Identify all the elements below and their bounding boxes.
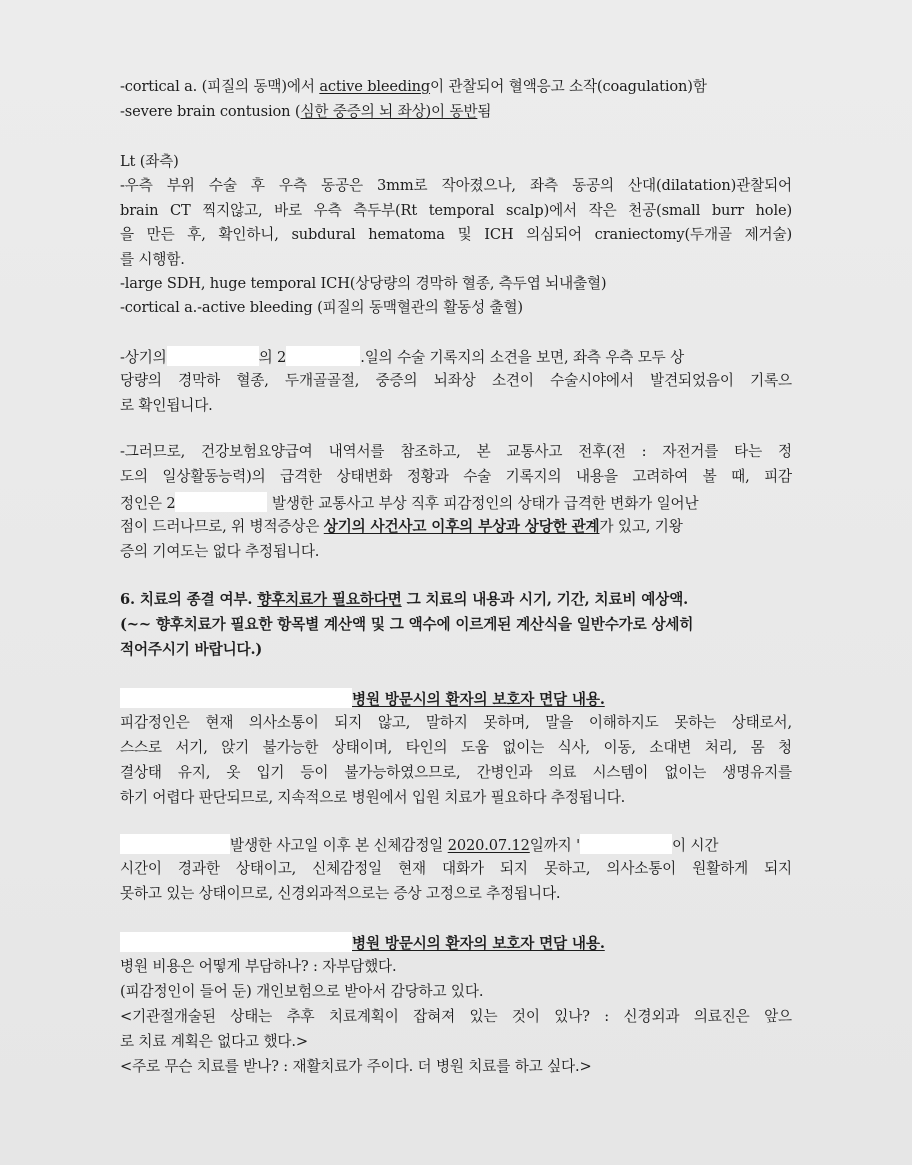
text-span: 의 2 (258, 349, 287, 366)
text-line: 증의 기여도는 없다 추정됩니다. (120, 543, 320, 560)
redaction-box (120, 932, 352, 952)
text-line: 결상태 유지, 옷 입기 등이 불가능하였으므로, 간병인과 의료 시스템이 없이는 생명유지를 (120, 764, 792, 781)
redaction-box (286, 346, 360, 366)
text-line (120, 102, 491, 122)
text-span: 가 있고, 기왕 (599, 518, 683, 535)
redaction-box (175, 492, 267, 512)
text-span: 이 시간 (671, 837, 719, 854)
text-line (120, 492, 698, 514)
redaction-box (580, 834, 672, 854)
text-line: 를 시행함. (120, 251, 185, 268)
text-line: 적어주시기 바랍니다.) (120, 641, 263, 658)
text-line (120, 346, 792, 368)
text-span: 이 관찰되어 혈액응고 소작(coagulation)함 (430, 78, 707, 95)
text-line: -우측 부위 수술 후 우측 동공은 3mm로 작아졌으나, 좌측 동공의 산대(dilatation)관찰되어 (120, 177, 792, 194)
text-span: 6. 치료의 종결 여부. (120, 591, 258, 608)
text-line: -cortical a.-active bleeding (피질의 동맥혈관의 활동성 출혈) (120, 299, 523, 316)
text-line (120, 688, 605, 710)
text-line: (피감정인이 들어 둔) 개인보험으로 받아서 감당하고 있다. (120, 983, 484, 1000)
text-span: -cortical a. (피질의 동맥)에서 (120, 78, 320, 95)
text-line: 을 만든 후, 확인하니, subdural hematoma 및 ICH 의심되어 craniectomy(두개골 제거술) (120, 226, 792, 243)
text-span: 점이 드러나므로, 위 병적증상은 (120, 518, 324, 535)
redaction-box (120, 688, 352, 708)
text-span: 일까지 ' (529, 837, 580, 854)
text-line: 병원 비용은 어떻게 부담하나? : 자부담했다. (120, 958, 397, 975)
text-line: -그러므로, 건강보험요양급여 내역서를 참조하고, 본 교통사고 전후(전 : 자전거를 타는 정 (120, 443, 792, 460)
text-line (120, 834, 718, 856)
underlined-text: 향후치료가 필요하다면 (257, 591, 402, 608)
underlined-text: active bleeding (319, 78, 431, 95)
text-line (120, 77, 707, 97)
text-line: 하기 어렵다 판단되므로, 지속적으로 병원에서 입원 치료가 필요하다 추정됩니다. (120, 789, 626, 806)
text-span: 발생한 사고일 이후 본 신체감정일 (230, 837, 448, 854)
text-line (120, 517, 683, 537)
text-line: (~~ 향후치료가 필요한 항목별 계산액 및 그 액수에 이르게된 계산식을 일반수가로 상세히 (120, 616, 694, 633)
text-span: -상기의 (120, 349, 167, 366)
underlined-text: 심한 중증의 뇌 좌상)이 동반 (300, 103, 478, 120)
section-title: Lt (좌측) (120, 153, 179, 170)
text-line: -large SDH, huge temporal ICH(상당량의 경막하 혈종, 측두엽 뇌내출혈) (120, 275, 607, 292)
text-line (120, 590, 688, 610)
section-heading: 병원 방문시의 환자의 보호자 면담 내용. (352, 935, 605, 952)
text-line: 로 치료 계획은 없다고 했다.> (120, 1033, 308, 1050)
underlined-date: 2020.07.12 (447, 837, 530, 854)
redaction-box (120, 834, 230, 854)
text-line (120, 932, 605, 954)
underlined-text: 상기의 사건사고 이후의 부상과 상당한 관계 (323, 518, 600, 535)
text-line: 피감정인은 현재 의사소통이 되지 않고, 말하지 못하며, 말을 이해하지도 못하는 상태로서, (120, 714, 792, 731)
text-line: <기관절개술된 상태는 추후 치료계획이 잡혀져 있는 것이 있나? : 신경외과 의료진은 앞으 (120, 1008, 792, 1025)
text-line: <주로 무슨 치료를 받나? : 재활치료가 주이다. 더 병원 치료를 하고 싶다.> (120, 1058, 592, 1075)
redaction-box (167, 346, 259, 366)
text-line: 못하고 있는 상태이므로, 신경외과적으로는 증상 고정으로 추정됩니다. (120, 885, 561, 902)
section-heading: 병원 방문시의 환자의 보호자 면담 내용. (352, 691, 605, 708)
text-line: 스스로 서기, 앉기 불가능한 상태이며, 타인의 도움 없이는 식사, 이동, 소대변 처리, 몸 청 (120, 739, 792, 756)
text-span: -severe brain contusion ( (120, 103, 301, 120)
text-span: .일의 수술 기록지의 소견을 보면, 좌측 우측 모두 상 (360, 349, 685, 366)
text-line: brain CT 찍지않고, 바로 우측 측두부(Rt temporal scalp)에서 작은 천공(small burr hole) (120, 202, 792, 219)
text-span: 정인은 2 (120, 495, 176, 512)
text-line: 도의 일상활동능력)의 급격한 상태변화 정황과 수술 기록지의 내용을 고려하여 볼 때, 피감 (120, 468, 792, 485)
text-line: 당량의 경막하 혈종, 두개골골절, 중증의 뇌좌상 소견이 수술시야에서 발견되었음이 기록으 (120, 372, 792, 389)
text-span: 됨 (477, 103, 492, 120)
text-line: 로 확인됩니다. (120, 397, 213, 414)
text-line: 시간이 경과한 상태이고, 신체감정일 현재 대화가 되지 못하고, 의사소통이 원활하게 되지 (120, 860, 792, 877)
text-span: 발생한 교통사고 부상 직후 피감정인의 상태가 급격한 변화가 일어난 (271, 495, 699, 512)
text-span: 그 치료의 내용과 시기, 기간, 치료비 예상액. (401, 591, 689, 608)
